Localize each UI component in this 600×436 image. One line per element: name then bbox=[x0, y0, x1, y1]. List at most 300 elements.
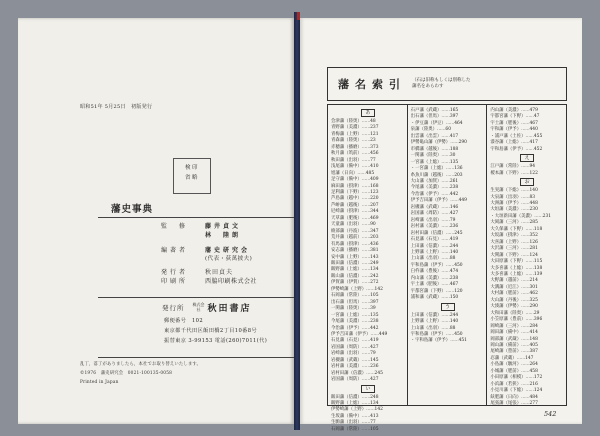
entry-name: 飯山藩（信濃） bbox=[331, 273, 362, 279]
entry-page: 165 bbox=[449, 108, 459, 113]
entry-page: 220 bbox=[370, 196, 379, 202]
entry-name: 芦峅藩（越後） bbox=[331, 202, 362, 208]
entry-name: 上田藩（信濃） bbox=[410, 312, 442, 318]
entry-name: 秋月藩（筑前） bbox=[331, 151, 362, 157]
entry-leader: …… bbox=[450, 140, 459, 146]
entry-name: 岩村田藩（信濃） bbox=[331, 370, 367, 376]
credit-role: 監 修 bbox=[161, 223, 189, 230]
entry-leader: …… bbox=[441, 243, 450, 249]
entry-leader: …… bbox=[361, 364, 371, 370]
entry-leader: …… bbox=[521, 401, 530, 407]
notice-line: ©1976 藩史研究会 0021-100135-0058 bbox=[80, 371, 173, 376]
entry-name: 大山藩（丹後） bbox=[490, 297, 522, 303]
entry-leader: …… bbox=[521, 336, 530, 342]
entry-page: 216 bbox=[529, 381, 538, 387]
entry-name: 大岡藩（三河） bbox=[490, 220, 522, 226]
index-page bbox=[300, 18, 582, 432]
entry-page: 248 bbox=[370, 394, 379, 400]
entry-name: 泉藩（陸奥） bbox=[410, 127, 438, 133]
entry-page: 134 bbox=[370, 401, 379, 407]
entry-page: 105 bbox=[370, 426, 379, 432]
index-header bbox=[327, 67, 567, 101]
credit-role: 編著者 bbox=[161, 247, 189, 254]
entry-name: 青野藩（美濃） bbox=[331, 125, 362, 131]
entry-page: 143 bbox=[370, 254, 379, 260]
entry-leader: …… bbox=[361, 209, 371, 215]
entry-page: 203 bbox=[370, 235, 379, 241]
entry-page: 458 bbox=[529, 368, 538, 374]
entry-name: 大久保藩（下野） bbox=[490, 226, 526, 232]
entry-leader: …… bbox=[361, 222, 371, 228]
entry-name: 尾張藩（尾張） bbox=[490, 401, 522, 407]
stamp-text-1: 検印 bbox=[184, 165, 199, 171]
entry-page: 456 bbox=[370, 151, 379, 157]
entry-name: 岩村田藩（信濃） bbox=[410, 230, 446, 236]
entry-page: 462 bbox=[529, 291, 538, 297]
entry-name: 上田藩（信濃） bbox=[410, 243, 442, 249]
entry-leader: …… bbox=[361, 401, 371, 407]
entry-name: 大坂藩（摂津） bbox=[490, 233, 522, 239]
entry-name: 石戸藩（武蔵） bbox=[410, 108, 442, 113]
entry-page: 387 bbox=[529, 349, 538, 355]
entry-name: 大喜藩（上野） bbox=[490, 239, 522, 245]
entry-page: 396 bbox=[533, 317, 543, 323]
entry-page: 124 bbox=[533, 388, 543, 394]
entry-page: 138 bbox=[533, 265, 543, 271]
entry-page: 238 bbox=[449, 275, 459, 281]
entry-page: 301 bbox=[529, 284, 538, 290]
entry-leader: …… bbox=[516, 355, 526, 361]
entry-name: 江戸藩（常陸） bbox=[490, 164, 522, 170]
entry-page: 238 bbox=[449, 185, 459, 191]
entry-leader: …… bbox=[361, 241, 371, 247]
entry-leader: …… bbox=[361, 267, 371, 273]
entry-page: 284 bbox=[529, 323, 538, 329]
entry-name: 一関藩（陸奥） bbox=[331, 306, 362, 312]
entry-leader: …… bbox=[361, 125, 371, 131]
entry-name: 大多喜藩（上総） bbox=[490, 271, 526, 277]
entry-name: 尼崎藩（摂津） bbox=[331, 209, 362, 215]
entry-leader: …… bbox=[441, 146, 450, 152]
entry-name: 飯田藩（信濃） bbox=[331, 394, 362, 400]
entry-leader: …… bbox=[441, 185, 450, 191]
entry-page: 413 bbox=[370, 413, 379, 419]
entry-page: 142 bbox=[374, 286, 383, 292]
entry-leader: …… bbox=[445, 331, 455, 337]
index-note bbox=[412, 78, 471, 90]
entry-leader: …… bbox=[366, 286, 375, 292]
entry-name: 宇和島藩（伊予） bbox=[410, 262, 446, 268]
entry-page: 467 bbox=[529, 120, 538, 126]
divider bbox=[98, 357, 294, 358]
entry-page: 118 bbox=[533, 226, 543, 232]
entry-leader: …… bbox=[361, 338, 371, 344]
entry-page: 452 bbox=[533, 146, 543, 152]
entry-name: 出石藩（但馬） bbox=[410, 114, 442, 120]
entry-leader: …… bbox=[361, 293, 371, 299]
entry-leader: …… bbox=[361, 394, 371, 400]
credit-name: 林 陸朗 bbox=[205, 232, 242, 239]
entry-leader: …… bbox=[521, 120, 530, 126]
entry-name: 小笠原藩（豊前） bbox=[490, 317, 526, 323]
entry-page: 436 bbox=[370, 241, 379, 247]
entry-leader: …… bbox=[370, 331, 379, 337]
entry-page: 115 bbox=[533, 259, 543, 265]
entry-leader: …… bbox=[361, 377, 371, 383]
entry-name: 今尾藩（美濃） bbox=[331, 319, 362, 325]
entry-page: 409 bbox=[370, 177, 379, 183]
entry-leader: …… bbox=[361, 144, 371, 150]
entry-name: 糸魚川藩（越後） bbox=[410, 172, 446, 178]
entry-page: 105 bbox=[370, 293, 379, 299]
entry-name: 旭藩（日向） bbox=[331, 170, 358, 176]
entry-name: 大沢藩（三河） bbox=[490, 246, 522, 252]
entry-page: 484 bbox=[529, 394, 538, 400]
entry-page: 272 bbox=[370, 280, 379, 286]
entry-name: 小城藩（肥前） bbox=[490, 368, 522, 374]
entry-name: 飯野藩（上総） bbox=[331, 401, 362, 407]
entry-leader: …… bbox=[441, 224, 450, 230]
divider bbox=[98, 297, 294, 298]
entry-name: 石見藩（石見） bbox=[331, 338, 362, 344]
entry-leader: …… bbox=[521, 362, 530, 368]
entry-leader: …… bbox=[525, 375, 534, 381]
entry-name: 飯野藩（上総） bbox=[331, 267, 362, 273]
entry-page: 347 bbox=[370, 228, 379, 234]
index-note-line: （石は旧称もしくは別称した bbox=[412, 78, 471, 83]
entry-name: 宇都宮藩（下野） bbox=[410, 288, 446, 294]
entry-page: 414 bbox=[529, 330, 538, 336]
entry-page: 124 bbox=[529, 252, 538, 258]
entry-name: 大村藩（肥前） bbox=[490, 291, 522, 297]
entry-page: 135 bbox=[370, 312, 379, 318]
entry-page: 121 bbox=[370, 131, 379, 137]
index-entry bbox=[411, 338, 485, 344]
entry-leader: …… bbox=[521, 170, 530, 176]
entry-name: 上山藩（出羽） bbox=[410, 256, 442, 262]
entry-leader: …… bbox=[361, 151, 371, 157]
entry-page: 134 bbox=[370, 267, 379, 273]
index-column bbox=[408, 105, 488, 405]
entry-page: 79 bbox=[449, 217, 456, 223]
entry-page: 419 bbox=[370, 338, 379, 344]
entry-page: 290 bbox=[529, 304, 538, 310]
entry-leader: …… bbox=[361, 299, 371, 305]
entry-page: 450 bbox=[454, 331, 463, 337]
credit-row bbox=[161, 254, 291, 262]
entry-leader: …… bbox=[521, 188, 530, 194]
entry-page: 140 bbox=[529, 188, 538, 194]
entry-leader: …… bbox=[450, 198, 459, 204]
entry-name: 漆谷藩（上総） bbox=[490, 140, 522, 146]
credit-row bbox=[161, 267, 291, 276]
entry-leader: …… bbox=[521, 349, 530, 355]
entry-leader: …… bbox=[521, 291, 530, 297]
entry-name: 足守藩（備中） bbox=[331, 177, 362, 183]
entry-name: 岩村藩（美濃） bbox=[331, 364, 362, 370]
entry-page: 381 bbox=[370, 248, 379, 254]
entry-name: 有馬藩（摂津） bbox=[331, 241, 362, 247]
entry-name: 伊賀藩（伊賀） bbox=[331, 280, 362, 286]
entry-name: 生坂藩（備中） bbox=[331, 413, 362, 419]
entry-name: 宇都宮藩（下野） bbox=[490, 114, 526, 120]
entry-leader: …… bbox=[361, 344, 371, 350]
entry-name: 大多喜藩（上総） bbox=[490, 265, 526, 271]
entry-page: 373 bbox=[370, 144, 379, 150]
entry-page: 30 bbox=[449, 153, 456, 159]
credit-name: 西脇印刷株式会社 bbox=[205, 278, 258, 285]
credit-row bbox=[161, 221, 291, 230]
index-title: 藩名索引 bbox=[338, 78, 406, 91]
kana-section-marker: あ bbox=[361, 109, 375, 117]
entry-leader: …… bbox=[521, 140, 530, 146]
entry-leader: …… bbox=[441, 249, 450, 255]
kana-section-marker: い bbox=[361, 385, 375, 393]
entry-name: 大泉藩（出羽） bbox=[490, 194, 522, 200]
entry-leader: …… bbox=[441, 237, 450, 243]
entry-page: 236 bbox=[449, 224, 459, 230]
entry-name: 岩国藩（周防） bbox=[410, 211, 442, 217]
entry-leader: …… bbox=[441, 159, 450, 165]
entry-page: 451 bbox=[458, 338, 467, 344]
entry-leader: …… bbox=[361, 196, 371, 202]
entry-name: 内山藩（美濃） bbox=[410, 275, 442, 281]
entry-page: 123 bbox=[370, 189, 379, 195]
entry-leader: …… bbox=[441, 133, 450, 139]
publisher-role: 発行所 bbox=[162, 304, 185, 312]
entry-leader: …… bbox=[441, 211, 450, 217]
index-entry bbox=[490, 401, 564, 407]
entry-leader: …… bbox=[525, 133, 534, 139]
entry-leader: …… bbox=[521, 252, 530, 258]
entry-page: 352 bbox=[529, 233, 538, 239]
address-line: 郵便番号 102 bbox=[164, 318, 204, 324]
entry-name: 内山藩（美濃） bbox=[490, 108, 522, 113]
entry-name: 上野藩（上野） bbox=[410, 249, 442, 255]
entry-leader: …… bbox=[441, 295, 450, 301]
entry-page: 122 bbox=[529, 170, 538, 176]
entry-leader: …… bbox=[525, 265, 534, 271]
entry-page: 139 bbox=[533, 271, 543, 277]
entry-page: 242 bbox=[370, 273, 379, 279]
entry-leader: …… bbox=[361, 325, 371, 331]
entry-name: 宇和藩（伊予） bbox=[490, 127, 522, 133]
address-line: 振替東京 3-99153 電話(260)7011(代) bbox=[164, 338, 268, 344]
entry-leader: …… bbox=[445, 120, 455, 126]
entry-page: 464 bbox=[454, 120, 463, 126]
credit-role: 発行者 bbox=[161, 269, 189, 276]
entry-name: 天童藩（出羽） bbox=[331, 222, 362, 228]
index-entry bbox=[411, 295, 485, 301]
credit-row bbox=[161, 245, 291, 254]
entry-name: 市橋藩（越後） bbox=[410, 146, 442, 152]
entry-leader: …… bbox=[441, 325, 450, 331]
entry-name: 岡崎藩（三河） bbox=[490, 323, 522, 329]
entry-leader: …… bbox=[525, 226, 534, 232]
entry-leader: …… bbox=[521, 304, 530, 310]
entry-name: 岡部藩（武蔵） bbox=[490, 336, 522, 342]
entry-name: 安志藩（播磨） bbox=[331, 248, 362, 254]
entry-leader: …… bbox=[450, 338, 459, 344]
entry-name: 浅尾藩（備中） bbox=[331, 164, 362, 170]
entry-name: 伊勢崎藩（上野） bbox=[331, 407, 367, 413]
entry-name: 大田原藩（下野） bbox=[490, 259, 526, 265]
book-title: 藩史事典 bbox=[111, 204, 154, 215]
entry-name: 大湊藩（伊勢） bbox=[490, 304, 522, 310]
entry-page: 479 bbox=[529, 108, 538, 113]
entry-name: ・伊豆藩（伊豆） bbox=[410, 120, 446, 126]
entry-page: 448 bbox=[529, 200, 538, 206]
entry-leader: …… bbox=[521, 278, 530, 284]
entry-leader: …… bbox=[441, 275, 450, 281]
entry-page: 230 bbox=[529, 207, 538, 213]
entry-page: 203 bbox=[454, 172, 463, 178]
entry-leader: …… bbox=[441, 256, 450, 262]
entry-page: 207 bbox=[370, 202, 379, 208]
entry-leader: …… bbox=[445, 288, 455, 294]
entry-leader: …… bbox=[441, 312, 450, 318]
entry-page: 427 bbox=[370, 344, 379, 350]
entry-page: 244 bbox=[449, 312, 459, 318]
index-note-line: 藩名をあらわす bbox=[412, 84, 444, 89]
address-line: 東京都千代田区飯田橋2丁目10番8号 bbox=[164, 328, 258, 334]
index-column bbox=[328, 105, 408, 432]
entry-name: ・浦戸藩（土佐） bbox=[490, 133, 526, 139]
publisher-line bbox=[162, 301, 252, 314]
entry-page: 467 bbox=[449, 282, 459, 288]
entry-page: 474 bbox=[449, 269, 459, 275]
entry-page: 427 bbox=[449, 211, 459, 217]
publisher-address bbox=[164, 316, 267, 346]
entry-page: 148 bbox=[529, 336, 538, 342]
entry-leader: …… bbox=[521, 381, 530, 387]
entry-page: 449 bbox=[378, 331, 388, 337]
entry-page: 29 bbox=[533, 310, 540, 316]
entry-name: 岩槻藩（武蔵） bbox=[331, 357, 362, 363]
entry-page: 285 bbox=[529, 220, 538, 226]
entry-page: 245 bbox=[374, 370, 383, 376]
entry-name: 足利藩（下野） bbox=[331, 189, 362, 195]
entry-name: 赤穂藩（播磨） bbox=[331, 144, 362, 150]
entry-page: 410 bbox=[370, 164, 379, 170]
entry-name: 伊予吉田藩（伊予） bbox=[331, 331, 371, 337]
entry-page: 136 bbox=[454, 166, 463, 172]
entry-page: 237 bbox=[370, 125, 379, 131]
entry-leader: …… bbox=[361, 248, 371, 254]
entry-page: 172 bbox=[533, 375, 543, 381]
entry-name: 一宮藩（上総） bbox=[331, 312, 362, 318]
entry-leader: …… bbox=[521, 297, 530, 303]
entry-name: 岩崎藩（出羽） bbox=[331, 351, 362, 357]
entry-leader: …… bbox=[361, 157, 371, 163]
entry-leader: …… bbox=[521, 330, 530, 336]
entry-name: 生駒藩（出羽） bbox=[331, 420, 362, 426]
entry-page: 325 bbox=[529, 297, 538, 303]
entry-leader: …… bbox=[361, 189, 371, 195]
entry-page: 90 bbox=[370, 222, 376, 228]
credits-list bbox=[161, 221, 291, 285]
entry-page: 83 bbox=[529, 194, 536, 200]
entry-name: 荒井藩（越前） bbox=[331, 235, 362, 241]
entry-name: 岩国藩（周防） bbox=[331, 344, 362, 350]
entry-page: 450 bbox=[454, 262, 463, 268]
entry-page: 126 bbox=[529, 239, 538, 245]
entry-leader: …… bbox=[361, 119, 371, 124]
entry-name: 飯田藩（信濃） bbox=[331, 260, 362, 266]
entry-page: 442 bbox=[449, 191, 459, 197]
notice-line: Printed in Japan bbox=[80, 380, 119, 385]
entry-page: 79 bbox=[370, 351, 376, 357]
entry-leader: …… bbox=[441, 108, 450, 113]
entry-name: 伊勢亀山藩（伊勢） bbox=[410, 140, 451, 146]
entry-leader: …… bbox=[521, 284, 530, 290]
entry-name: 大垣藩（美濃） bbox=[490, 207, 522, 213]
entry-name: 浦和藩（武蔵） bbox=[410, 295, 442, 301]
entry-page: 417 bbox=[529, 140, 538, 146]
entry-page: 140 bbox=[449, 249, 459, 255]
entry-page: 397 bbox=[449, 114, 459, 120]
index-entry bbox=[331, 377, 405, 383]
entry-name: 大和田藩（陸奥） bbox=[490, 310, 526, 316]
entry-name: 石岡藩（常陸） bbox=[331, 426, 362, 432]
entry-name: ・宇和島藩（伊予） bbox=[410, 338, 451, 344]
entry-leader: …… bbox=[521, 233, 530, 239]
entry-leader: …… bbox=[361, 312, 371, 318]
entry-name: 岩村藩（美濃） bbox=[410, 224, 442, 230]
entry-page: 146 bbox=[449, 204, 459, 210]
entry-page: 485 bbox=[365, 170, 375, 176]
entry-name: ・一宮藩（上総） bbox=[410, 166, 446, 172]
entry-page: 281 bbox=[529, 246, 538, 252]
entry-page: 23 bbox=[370, 138, 376, 144]
entry-name: ・大垣新田藩（美濃） bbox=[490, 213, 535, 219]
entry-leader: …… bbox=[441, 282, 450, 288]
entry-leader: …… bbox=[525, 146, 534, 152]
entry-name: 石見藩（石見） bbox=[410, 237, 442, 243]
kana-section-marker: え bbox=[520, 154, 534, 162]
entry-leader: …… bbox=[361, 138, 371, 144]
entry-page: 264 bbox=[529, 362, 538, 368]
entry-name: 今治藩（伊予） bbox=[331, 325, 362, 331]
credit-row bbox=[161, 230, 291, 239]
entry-name: 出石藩（但馬） bbox=[331, 299, 362, 305]
entry-leader: …… bbox=[361, 183, 371, 189]
entry-page: 440 bbox=[529, 127, 538, 133]
entry-leader: …… bbox=[445, 172, 455, 178]
entry-leader: …… bbox=[445, 262, 455, 268]
entry-leader: …… bbox=[361, 319, 371, 325]
credit-name: 藤井貞文 bbox=[205, 223, 242, 230]
entry-leader: …… bbox=[521, 323, 530, 329]
entry-leader: …… bbox=[525, 310, 534, 316]
entry-leader: …… bbox=[366, 370, 375, 376]
entry-page: 135 bbox=[449, 159, 459, 165]
entry-leader: …… bbox=[521, 194, 530, 200]
kana-section-marker: お bbox=[520, 178, 534, 186]
entry-page: 236 bbox=[370, 364, 379, 370]
entry-leader: …… bbox=[521, 239, 530, 245]
entry-leader: …… bbox=[441, 217, 450, 223]
entry-leader: …… bbox=[361, 260, 371, 266]
entry-leader: …… bbox=[361, 164, 371, 170]
notice-line: 乱丁，落丁がありましたら，本社でお取り替えいたします。 bbox=[80, 362, 202, 367]
entry-page: 442 bbox=[370, 325, 379, 331]
entry-name: 綾部藩（丹波） bbox=[331, 228, 362, 234]
kana-section-marker: う bbox=[441, 303, 455, 311]
entry-page: 47 bbox=[533, 114, 540, 120]
entry-leader: …… bbox=[521, 108, 530, 113]
entry-name: 宇和島藩（伊予） bbox=[490, 146, 526, 152]
